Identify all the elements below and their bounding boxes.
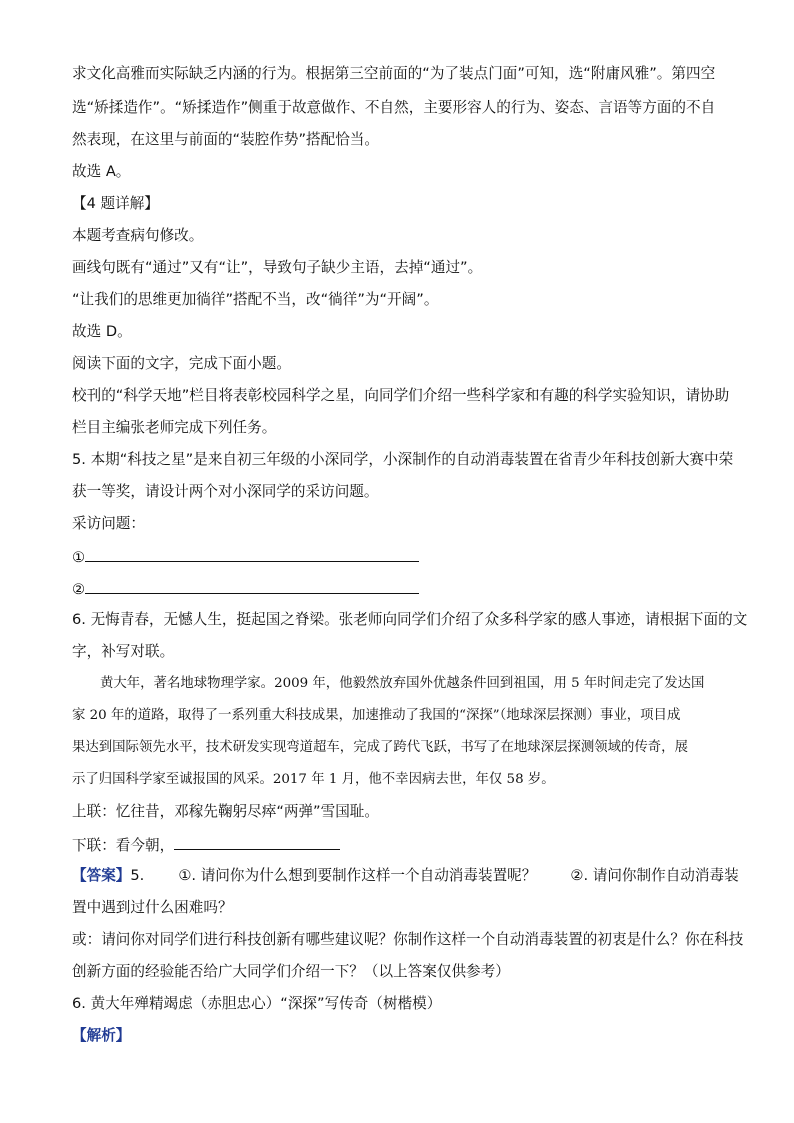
answer-6: 6. 黄大年殚精竭虑（赤胆忠心）“深探”写传奇（树楷模）	[72, 995, 442, 1012]
passage-line-4: 示了归国科学家至诚报国的风采。2017 年 1 月，他不幸因病去世，年仅 58 岁。	[72, 772, 555, 787]
passage-line-2: 家 20 年的道路，取得了一系列重大科技成果，加速推动了我国的“深探”（地球深层探测）事业，项目成	[72, 708, 681, 723]
line-1: 求文化高雅而实际缺乏内涵的行为。根据第三空前面的“为了装点门面”可知，选“附庸风雅”。第四空	[72, 65, 716, 82]
circled-number-1: ①	[72, 549, 86, 566]
line-15: 采访问题：	[72, 515, 145, 532]
couplet-upper: 上联：忆往昔，邓稼先鞠躬尽瘁“两弹”雪国耻。	[72, 803, 379, 820]
couplet-lower-label: 下联：看今朝，	[72, 837, 175, 854]
line-7: 画线句既有“通过”又有“让”，导致句子缺少主语，去掉“通过”。	[72, 259, 483, 276]
passage-line-3: 果达到国际领先水平，技术研发实现弯道超车，完成了跨代飞跃，书写了在地球深层探测领域的传奇，展	[72, 740, 688, 755]
answer-tag: 【答案】	[72, 867, 131, 884]
line-6: 本题考查病句修改。	[72, 227, 204, 244]
line-19: 字，补写对联。	[72, 643, 175, 660]
question-5: 5. 本期“科技之星”是来自初三年级的小深同学，小深制作的自动消毒装置在省青少年科技创新大赛中荣	[72, 451, 734, 468]
answer-blank-1[interactable]	[85, 546, 419, 562]
line-2: 选“矫揉造作”。“矫揉造作”侧重于故意做作、不自然，主要形容人的行为、姿态、言语等方面的不自	[72, 99, 716, 116]
answer-blank-2[interactable]	[85, 578, 419, 594]
question-6: 6. 无悔青春，无憾人生，挺起国之脊梁。张老师向同学们介绍了众多科学家的感人事迹，请根据下面的文	[72, 611, 748, 628]
interview-question-1	[72, 546, 419, 568]
passage-line-1: 黄大年，著名地球物理学家。2009 年，他毅然放弃国外优越条件回到祖国，用 5 年时间走完了发达国	[100, 676, 705, 691]
couplet-blank[interactable]	[174, 834, 340, 850]
interview-question-2	[72, 578, 419, 600]
line-12: 栏目主编张老师完成下列任务。	[72, 419, 277, 436]
analysis-tag: 【解析】	[72, 1027, 131, 1044]
line-4: 故选 A。	[72, 163, 131, 180]
line-3: 然表现，在这里与前面的“装腔作势”搭配恰当。	[72, 131, 379, 148]
line-9: 故选 D。	[72, 323, 132, 340]
circled-number-2: ②	[72, 581, 86, 598]
couplet-lower	[72, 834, 340, 856]
line-23: 置中遇到过什么困难吗？	[72, 899, 233, 916]
line-10: 阅读下面的文字，完成下面小题。	[72, 355, 291, 372]
line-14: 获一等奖，请设计两个对小深同学的采访问题。	[72, 483, 379, 500]
line-25: 创新方面的经验能否给广大同学们介绍一下？（以上答案仅供参考）	[72, 963, 510, 980]
answer-line	[72, 866, 739, 886]
answer-number: 5.	[130, 867, 145, 884]
answer-question-2: ②. 请问你制作自动消毒装	[570, 867, 739, 884]
section-heading-4: 【4 题详解】	[72, 195, 159, 212]
line-24: 或：请问你对同学们进行科技创新有哪些建议呢？你制作这样一个自动消毒装置的初衷是什么？你在科技	[72, 931, 744, 948]
line-8: “让我们的思维更加徜徉”搭配不当，改“徜徉”为“开阔”。	[72, 291, 439, 308]
answer-question-1: ①. 请问你为什么想到要制作这样一个自动消毒装置呢？	[178, 867, 537, 884]
line-11: 校刊的“科学天地”栏目将表彰校园科学之星，向同学们介绍一些科学家和有趣的科学实验知识，请协助	[72, 387, 730, 404]
